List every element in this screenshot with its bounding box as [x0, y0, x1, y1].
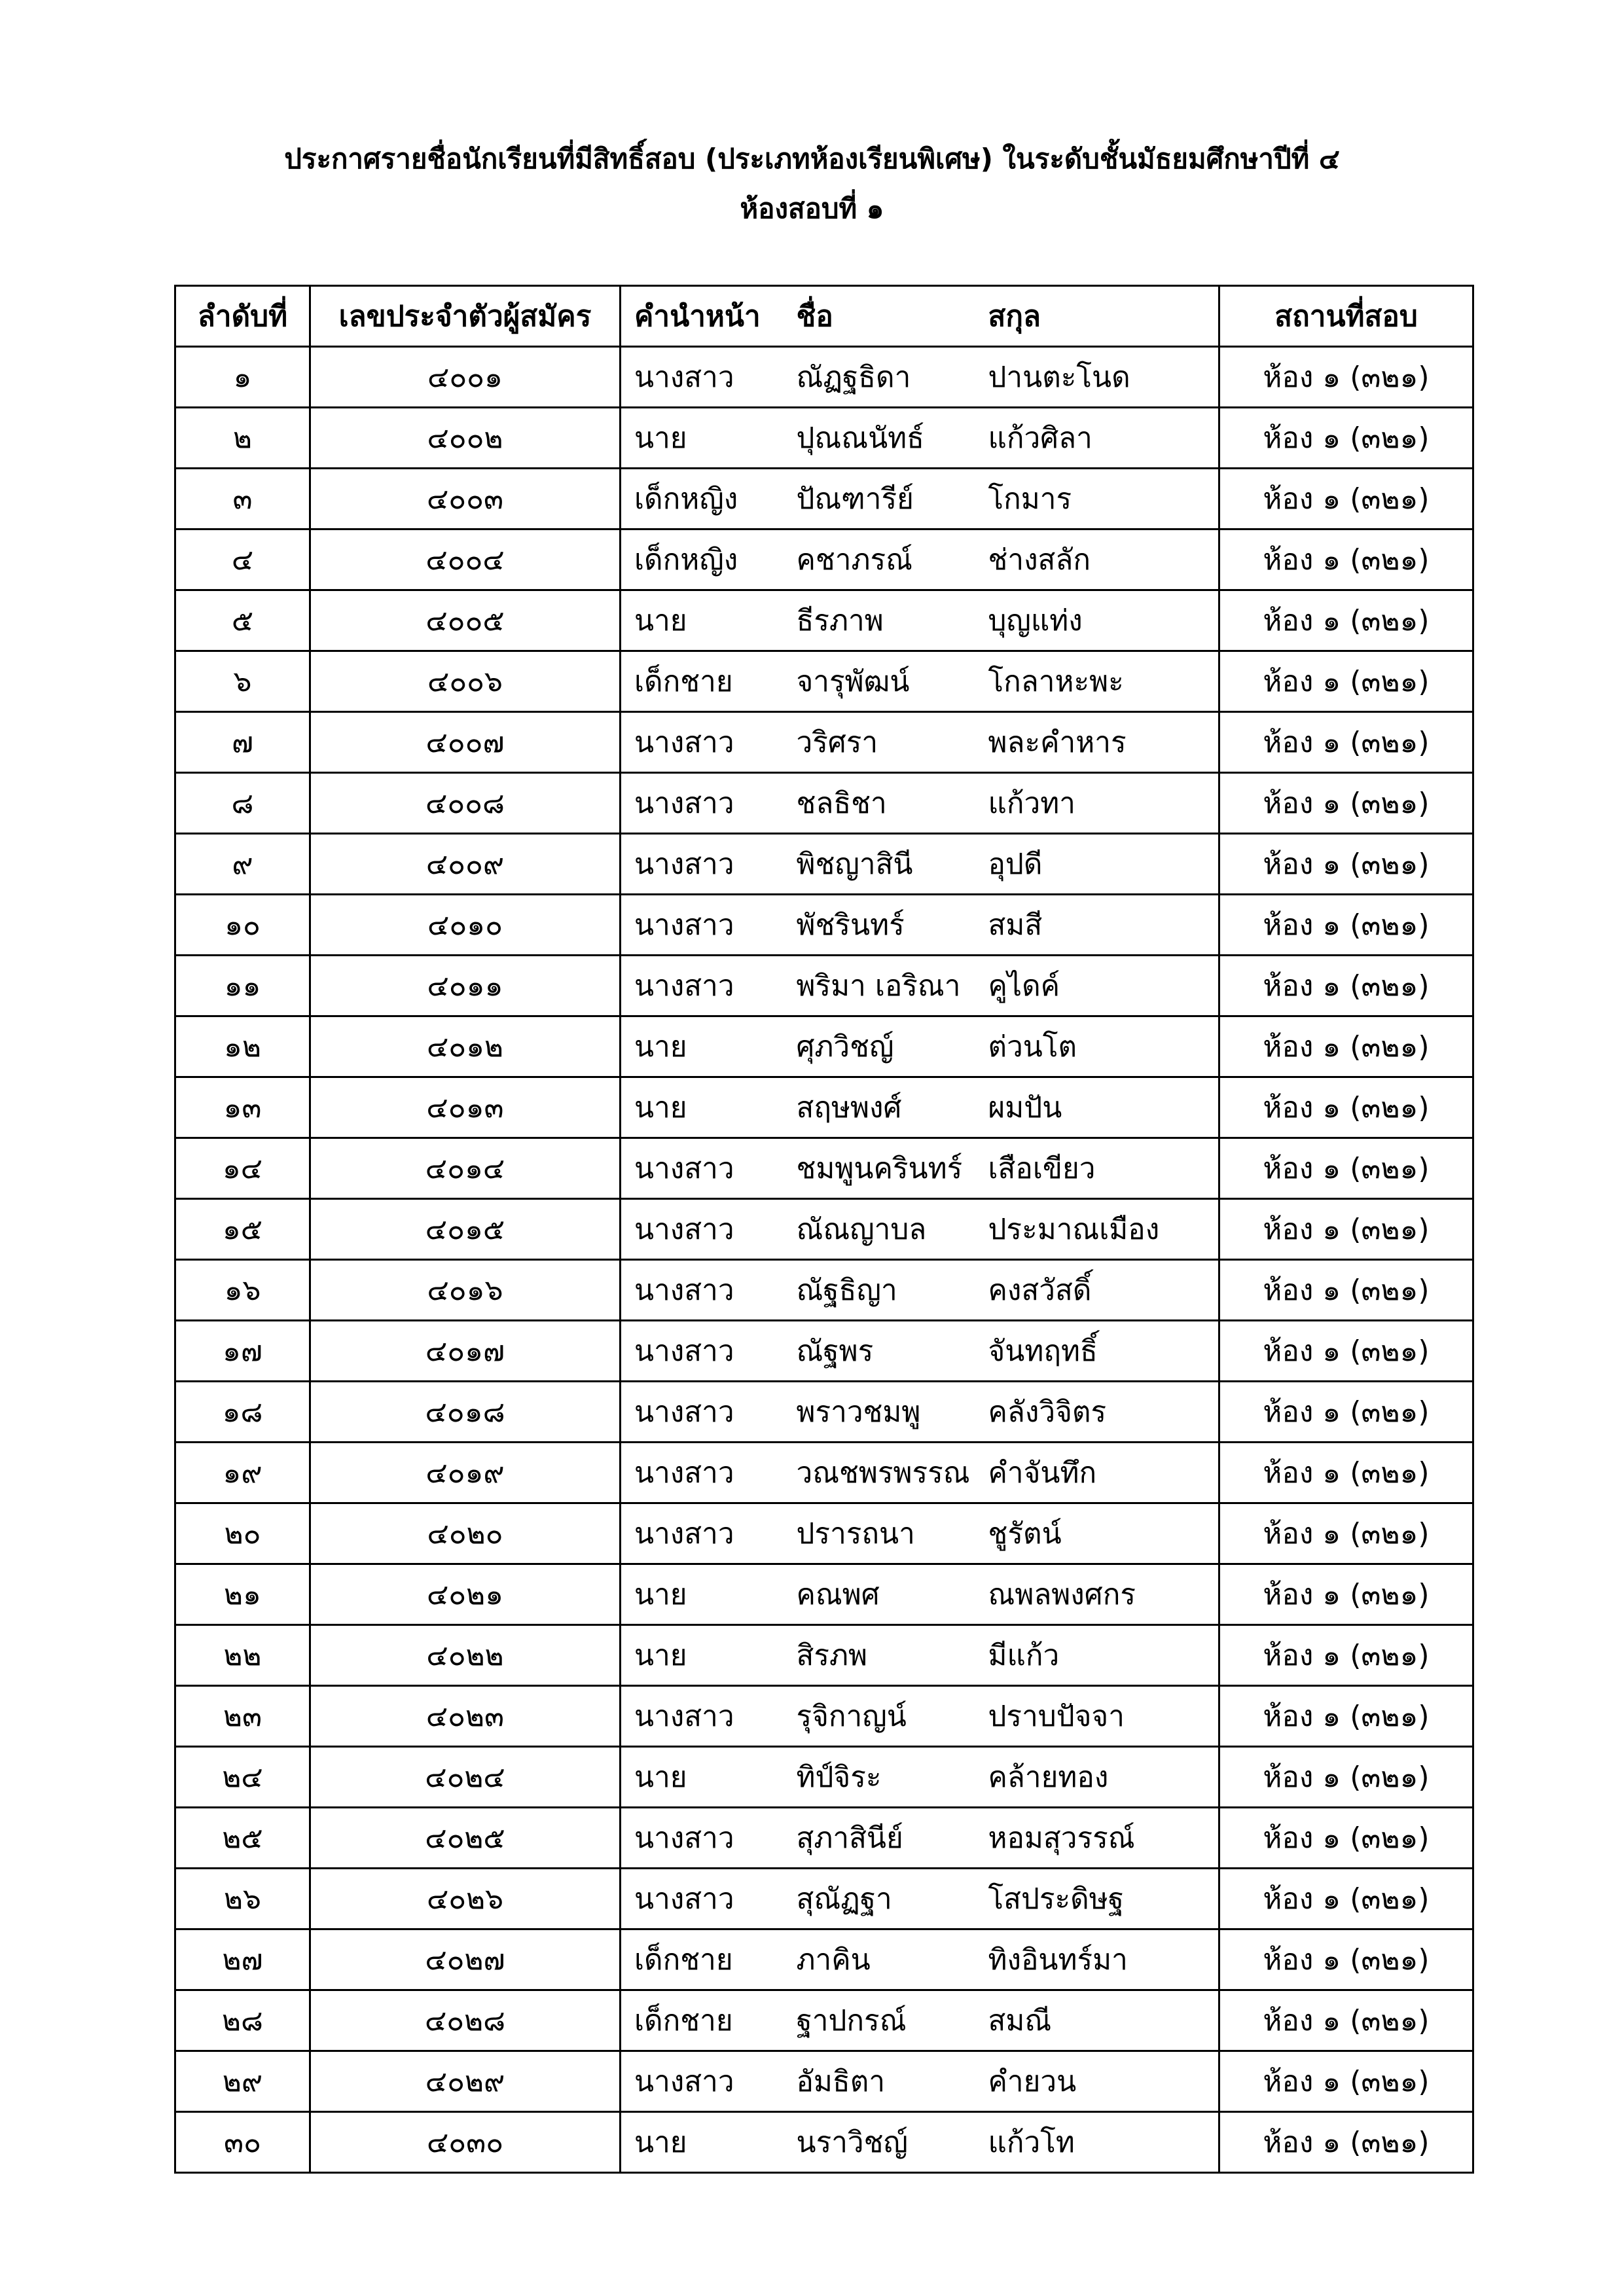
table-row — [175, 1686, 1473, 1747]
cell-first-name: ณัณญาบล — [784, 1199, 982, 1260]
cell-first-name: พริมา เอริณา — [784, 956, 982, 1016]
table-row — [175, 529, 1473, 590]
cell-no: ๑๖ — [175, 1260, 310, 1321]
cell-last-name: โกลาหะพะ — [982, 651, 1219, 712]
cell-applicant-id: ๔๐๑๒ — [310, 1016, 621, 1077]
cell-venue: ห้อง ๑ (๓๒๑) — [1219, 1929, 1473, 1990]
cell-first-name: สุภาสินีย์ — [784, 1808, 982, 1869]
cell-last-name: สมสี — [982, 895, 1219, 956]
cell-prefix: นาย — [621, 590, 784, 651]
table-row — [175, 1929, 1473, 1990]
cell-first-name: อัมธิตา — [784, 2051, 982, 2112]
cell-first-name: จารุพัฒน์ — [784, 651, 982, 712]
cell-no: ๑๑ — [175, 956, 310, 1016]
cell-applicant-id: ๔๐๐๕ — [310, 590, 621, 651]
cell-first-name: วริศรา — [784, 712, 982, 773]
cell-last-name: โสประดิษฐ — [982, 1869, 1219, 1929]
table-row — [175, 1382, 1473, 1443]
cell-prefix: นาย — [621, 1016, 784, 1077]
table-row — [175, 1443, 1473, 1503]
table-row — [175, 1199, 1473, 1260]
cell-first-name: รุจิกาญน์ — [784, 1686, 982, 1747]
cell-applicant-id: ๔๐๒๙ — [310, 2051, 621, 2112]
cell-venue: ห้อง ๑ (๓๒๑) — [1219, 1564, 1473, 1625]
cell-venue: ห้อง ๑ (๓๒๑) — [1219, 1869, 1473, 1929]
cell-no: ๗ — [175, 712, 310, 773]
table-row — [175, 1808, 1473, 1869]
cell-no: ๒๓ — [175, 1686, 310, 1747]
cell-first-name: ปัณฑารีย์ — [784, 469, 982, 529]
cell-venue: ห้อง ๑ (๓๒๑) — [1219, 347, 1473, 408]
table-row — [175, 956, 1473, 1016]
document-title — [0, 134, 1624, 234]
cell-applicant-id: ๔๐๒๗ — [310, 1929, 621, 1990]
cell-venue: ห้อง ๑ (๓๒๑) — [1219, 1747, 1473, 1808]
cell-prefix: นางสาว — [621, 773, 784, 834]
cell-venue: ห้อง ๑ (๓๒๑) — [1219, 651, 1473, 712]
cell-venue: ห้อง ๑ (๓๒๑) — [1219, 1199, 1473, 1260]
cell-last-name: ชูรัตน์ — [982, 1503, 1219, 1564]
title-line-2: ห้องสอบที่ ๑ — [740, 192, 884, 224]
cell-applicant-id: ๔๐๐๘ — [310, 773, 621, 834]
cell-applicant-id: ๔๐๑๗ — [310, 1321, 621, 1382]
table-row — [175, 408, 1473, 469]
table-row — [175, 1138, 1473, 1199]
cell-first-name: ณัฏฐธิดา — [784, 347, 982, 408]
cell-last-name: ต่วนโต — [982, 1016, 1219, 1077]
cell-prefix: เด็กชาย — [621, 651, 784, 712]
cell-first-name: ธีรภาพ — [784, 590, 982, 651]
cell-no: ๑๔ — [175, 1138, 310, 1199]
cell-venue: ห้อง ๑ (๓๒๑) — [1219, 895, 1473, 956]
cell-prefix: นางสาว — [621, 712, 784, 773]
header-no: ลำดับที่ — [175, 286, 310, 347]
table-row — [175, 347, 1473, 408]
cell-no: ๕ — [175, 590, 310, 651]
cell-applicant-id: ๔๐๐๙ — [310, 834, 621, 895]
cell-applicant-id: ๔๐๑๕ — [310, 1199, 621, 1260]
cell-venue: ห้อง ๑ (๓๒๑) — [1219, 1016, 1473, 1077]
cell-no: ๑๕ — [175, 1199, 310, 1260]
cell-last-name: ปานตะโนด — [982, 347, 1219, 408]
cell-applicant-id: ๔๐๒๐ — [310, 1503, 621, 1564]
cell-no: ๖ — [175, 651, 310, 712]
table-row — [175, 1260, 1473, 1321]
cell-first-name: คณพศ — [784, 1564, 982, 1625]
cell-venue: ห้อง ๑ (๓๒๑) — [1219, 2051, 1473, 2112]
cell-first-name: นราวิชญ์ — [784, 2112, 982, 2173]
cell-venue: ห้อง ๑ (๓๒๑) — [1219, 1443, 1473, 1503]
cell-no: ๒๕ — [175, 1808, 310, 1869]
cell-last-name: แก้วศิลา — [982, 408, 1219, 469]
cell-last-name: คูไดค์ — [982, 956, 1219, 1016]
cell-applicant-id: ๔๐๐๓ — [310, 469, 621, 529]
cell-first-name: ปุณณนัทธ์ — [784, 408, 982, 469]
cell-first-name: ภาคิน — [784, 1929, 982, 1990]
cell-no: ๒ — [175, 408, 310, 469]
table-row — [175, 1503, 1473, 1564]
student-roster-table — [174, 285, 1474, 2174]
cell-venue: ห้อง ๑ (๓๒๑) — [1219, 2112, 1473, 2173]
cell-last-name: หอมสุวรรณ์ — [982, 1808, 1219, 1869]
cell-first-name: พิชญาสินี — [784, 834, 982, 895]
cell-prefix: นางสาว — [621, 1199, 784, 1260]
cell-prefix: นาย — [621, 2112, 784, 2173]
cell-no: ๑๗ — [175, 1321, 310, 1382]
cell-applicant-id: ๔๐๑๑ — [310, 956, 621, 1016]
cell-applicant-id: ๔๐๒๓ — [310, 1686, 621, 1747]
table-row — [175, 590, 1473, 651]
cell-applicant-id: ๔๐๐๑ — [310, 347, 621, 408]
cell-no: ๒๒ — [175, 1625, 310, 1686]
table-row — [175, 1625, 1473, 1686]
cell-prefix: เด็กหญิง — [621, 469, 784, 529]
cell-prefix: นางสาว — [621, 1443, 784, 1503]
cell-prefix: นาย — [621, 1564, 784, 1625]
cell-last-name: คำยวน — [982, 2051, 1219, 2112]
cell-venue: ห้อง ๑ (๓๒๑) — [1219, 1625, 1473, 1686]
table-row — [175, 1747, 1473, 1808]
cell-applicant-id: ๔๐๒๕ — [310, 1808, 621, 1869]
cell-applicant-id: ๔๐๐๒ — [310, 408, 621, 469]
cell-first-name: ปรารถนา — [784, 1503, 982, 1564]
cell-first-name: ณัฐพร — [784, 1321, 982, 1382]
cell-prefix: นางสาว — [621, 1382, 784, 1443]
cell-prefix: นางสาว — [621, 347, 784, 408]
cell-applicant-id: ๔๐๒๔ — [310, 1747, 621, 1808]
title-line-1: ประกาศรายชื่อนักเรียนที่มีสิทธิ์สอบ (ประเภทห้องเรียนพิเศษ) ในระดับชั้นมัธยมศึกษาปีที่ ๔ — [284, 143, 1340, 175]
table-row — [175, 1869, 1473, 1929]
cell-venue: ห้อง ๑ (๓๒๑) — [1219, 1503, 1473, 1564]
cell-first-name: สุณัฏฐา — [784, 1869, 982, 1929]
cell-first-name: ทิป์จิระ — [784, 1747, 982, 1808]
cell-venue: ห้อง ๑ (๓๒๑) — [1219, 1260, 1473, 1321]
cell-last-name: บุญแท่ง — [982, 590, 1219, 651]
cell-applicant-id: ๔๐๐๔ — [310, 529, 621, 590]
cell-no: ๑๙ — [175, 1443, 310, 1503]
cell-no: ๒๑ — [175, 1564, 310, 1625]
cell-last-name: ประมาณเมือง — [982, 1199, 1219, 1260]
cell-applicant-id: ๔๐๓๐ — [310, 2112, 621, 2173]
cell-last-name: ผมปัน — [982, 1077, 1219, 1138]
cell-no: ๓๐ — [175, 2112, 310, 2173]
cell-applicant-id: ๔๐๒๑ — [310, 1564, 621, 1625]
table-row — [175, 773, 1473, 834]
cell-applicant-id: ๔๐๒๒ — [310, 1625, 621, 1686]
cell-last-name: จันทฤทธิ์ — [982, 1321, 1219, 1382]
cell-first-name: พราวชมพู — [784, 1382, 982, 1443]
cell-venue: ห้อง ๑ (๓๒๑) — [1219, 1321, 1473, 1382]
table-body — [175, 347, 1473, 2173]
cell-applicant-id: ๔๐๑๖ — [310, 1260, 621, 1321]
cell-venue: ห้อง ๑ (๓๒๑) — [1219, 1382, 1473, 1443]
cell-prefix: นาย — [621, 1077, 784, 1138]
cell-prefix: นางสาว — [621, 834, 784, 895]
cell-prefix: นางสาว — [621, 2051, 784, 2112]
cell-venue: ห้อง ๑ (๓๒๑) — [1219, 1686, 1473, 1747]
cell-first-name: วณชพรพรรณ — [784, 1443, 982, 1503]
header-first-name: ชื่อ — [784, 286, 982, 347]
cell-venue: ห้อง ๑ (๓๒๑) — [1219, 590, 1473, 651]
cell-last-name: เสือเขียว — [982, 1138, 1219, 1199]
cell-prefix: นางสาว — [621, 895, 784, 956]
cell-prefix: นาย — [621, 1747, 784, 1808]
cell-prefix: นางสาว — [621, 1321, 784, 1382]
header-applicant-id: เลขประจำตัวผู้สมัคร — [310, 286, 621, 347]
cell-first-name: ชลธิชา — [784, 773, 982, 834]
table-row — [175, 1016, 1473, 1077]
cell-applicant-id: ๔๐๑๔ — [310, 1138, 621, 1199]
cell-no: ๘ — [175, 773, 310, 834]
cell-no: ๒๐ — [175, 1503, 310, 1564]
header-venue: สถานที่สอบ — [1219, 286, 1473, 347]
cell-last-name: พละคำหาร — [982, 712, 1219, 773]
cell-applicant-id: ๔๐๑๘ — [310, 1382, 621, 1443]
cell-last-name: คำจันทึก — [982, 1443, 1219, 1503]
cell-last-name: แก้วทา — [982, 773, 1219, 834]
cell-prefix: เด็กหญิง — [621, 529, 784, 590]
cell-prefix: นางสาว — [621, 1503, 784, 1564]
cell-no: ๒๘ — [175, 1990, 310, 2051]
cell-no: ๒๗ — [175, 1929, 310, 1990]
cell-no: ๒๙ — [175, 2051, 310, 2112]
cell-no: ๑ — [175, 347, 310, 408]
cell-last-name: แก้วโท — [982, 2112, 1219, 2173]
cell-last-name: คล้ายทอง — [982, 1747, 1219, 1808]
cell-venue: ห้อง ๑ (๓๒๑) — [1219, 1077, 1473, 1138]
header-prefix: คำนำหน้า — [621, 286, 784, 347]
cell-venue: ห้อง ๑ (๓๒๑) — [1219, 712, 1473, 773]
table-row — [175, 712, 1473, 773]
cell-last-name: ปราบปัจจา — [982, 1686, 1219, 1747]
cell-applicant-id: ๔๐๒๘ — [310, 1990, 621, 2051]
table-row — [175, 895, 1473, 956]
cell-applicant-id: ๔๐๑๐ — [310, 895, 621, 956]
cell-last-name: ช่างสลัก — [982, 529, 1219, 590]
cell-last-name: มีแก้ว — [982, 1625, 1219, 1686]
cell-prefix: นาย — [621, 408, 784, 469]
cell-no: ๙ — [175, 834, 310, 895]
table-row — [175, 1321, 1473, 1382]
cell-first-name: ชมพูนครินทร์ — [784, 1138, 982, 1199]
cell-prefix: นางสาว — [621, 956, 784, 1016]
cell-first-name: ณัฐธิญา — [784, 1260, 982, 1321]
cell-applicant-id: ๔๐๐๖ — [310, 651, 621, 712]
cell-no: ๔ — [175, 529, 310, 590]
cell-last-name: สมณี — [982, 1990, 1219, 2051]
cell-venue: ห้อง ๑ (๓๒๑) — [1219, 773, 1473, 834]
table-header — [175, 286, 1473, 347]
cell-no: ๓ — [175, 469, 310, 529]
cell-venue: ห้อง ๑ (๓๒๑) — [1219, 529, 1473, 590]
cell-no: ๑๓ — [175, 1077, 310, 1138]
table-row — [175, 469, 1473, 529]
cell-applicant-id: ๔๐๒๖ — [310, 1869, 621, 1929]
cell-first-name: สิรภพ — [784, 1625, 982, 1686]
cell-no: ๒๔ — [175, 1747, 310, 1808]
table-row — [175, 834, 1473, 895]
cell-venue: ห้อง ๑ (๓๒๑) — [1219, 1990, 1473, 2051]
cell-last-name: ณพลพงศกร — [982, 1564, 1219, 1625]
cell-prefix: นางสาว — [621, 1260, 784, 1321]
cell-first-name: ฐาปกรณ์ — [784, 1990, 982, 2051]
cell-first-name: สฤษพงศ์ — [784, 1077, 982, 1138]
cell-prefix: นางสาว — [621, 1869, 784, 1929]
cell-no: ๑๘ — [175, 1382, 310, 1443]
cell-prefix: นางสาว — [621, 1138, 784, 1199]
cell-venue: ห้อง ๑ (๓๒๑) — [1219, 956, 1473, 1016]
cell-prefix: นางสาว — [621, 1686, 784, 1747]
table-row — [175, 2051, 1473, 2112]
table-row — [175, 1990, 1473, 2051]
cell-first-name: พัชรินทร์ — [784, 895, 982, 956]
cell-prefix: นาย — [621, 1625, 784, 1686]
cell-prefix: เด็กชาย — [621, 1929, 784, 1990]
cell-last-name: อุปดี — [982, 834, 1219, 895]
cell-no: ๑๒ — [175, 1016, 310, 1077]
cell-first-name: คชาภรณ์ — [784, 529, 982, 590]
cell-venue: ห้อง ๑ (๓๒๑) — [1219, 408, 1473, 469]
table-row — [175, 651, 1473, 712]
header-last-name: สกุล — [982, 286, 1219, 347]
cell-last-name: ทิงอินทร์มา — [982, 1929, 1219, 1990]
cell-last-name: โกมาร — [982, 469, 1219, 529]
cell-first-name: ศุภวิชญ์ — [784, 1016, 982, 1077]
cell-applicant-id: ๔๐๑๙ — [310, 1443, 621, 1503]
cell-prefix: เด็กชาย — [621, 1990, 784, 2051]
cell-no: ๑๐ — [175, 895, 310, 956]
cell-last-name: คงสวัสดิ์ — [982, 1260, 1219, 1321]
cell-applicant-id: ๔๐๑๓ — [310, 1077, 621, 1138]
table-row — [175, 1077, 1473, 1138]
cell-venue: ห้อง ๑ (๓๒๑) — [1219, 1808, 1473, 1869]
cell-venue: ห้อง ๑ (๓๒๑) — [1219, 469, 1473, 529]
cell-venue: ห้อง ๑ (๓๒๑) — [1219, 834, 1473, 895]
cell-applicant-id: ๔๐๐๗ — [310, 712, 621, 773]
cell-venue: ห้อง ๑ (๓๒๑) — [1219, 1138, 1473, 1199]
table-row — [175, 1564, 1473, 1625]
cell-last-name: คลังวิจิตร — [982, 1382, 1219, 1443]
cell-prefix: นางสาว — [621, 1808, 784, 1869]
cell-no: ๒๖ — [175, 1869, 310, 1929]
table-row — [175, 2112, 1473, 2173]
header-row — [175, 286, 1473, 347]
